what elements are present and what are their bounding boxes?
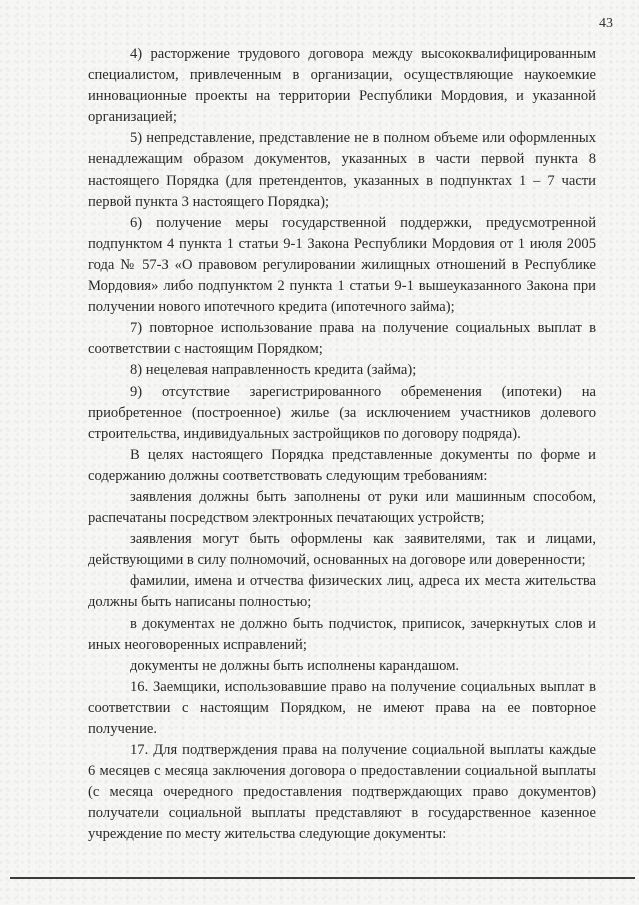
paragraph-item-9: 9) отсутствие зарегистрированного обременения (ипотеки) на приобретенное (построенное) жилье (за исключением участников долевого строительства, индивидуальных застройщиков по договору подряда). — [88, 383, 596, 442]
paragraph-requirement-filled: заявления должны быть заполнены от руки или машинным способом, распечатаны посредством электронных печатающих устройств; — [88, 488, 596, 527]
paragraph-requirement-no-pencil: документы не должны быть исполнены карандашом. — [130, 657, 460, 674]
paragraph-requirement-no-corrections: в документах не должно быть подчисток, приписок, зачеркнутых слов и иных неоговоренных исправлений; — [88, 615, 596, 653]
paragraph-section-17: 17. Для подтверждения права на получение социальной выплаты каждые 6 месяцев с месяца заключения договора о предоставлении социальной выплаты (с месяца очередного предоставления подтверждающих право документов) получатели социальной выплаты представляют в государственное казенное учреждение по месту жительства следующие документы: — [88, 742, 596, 843]
page-number: 43 — [599, 16, 613, 31]
paragraph-item-8: 8) нецелевая направленность кредита (займа); — [130, 362, 417, 379]
paragraph-requirements-intro: В целях настоящего Порядка представленные документы по форме и содержанию должны соответствовать следующим требованиям: — [88, 446, 596, 484]
document-body — [88, 44, 596, 846]
paragraph-item-7: 7) повторное использование права на получение социальных выплат в соответствии с настоящим Порядком; — [88, 320, 596, 358]
paragraph-requirement-authority: заявления могут быть оформлены как заявителями, так и лицами, действующими в силу полномочий, основанных на договоре или доверенности; — [88, 531, 596, 569]
paragraph-item-6: 6) получение меры государственной поддержки, предусмотренной подпунктом 4 пункта 1 статьи 9-1 Закона Республики Мордовия от 1 июля 2005 года № 57-З «О правовом регулировании жилищных отношений в Республике Мордовия» либо подпунктом 2 пункта 1 статьи 9-1 вышеуказанного Закона при получении нового ипотечного кредита (ипотечного займа); — [88, 214, 596, 316]
paragraph-requirement-names: фамилии, имена и отчества физических лиц, адреса их места жительства должны быть написаны полностью; — [88, 573, 596, 611]
paragraph-item-5: 5) непредставление, представление не в полном объеме или оформленных ненадлежащим образом документов, указанных в части первой пункта 8 настоящего Порядка (для претендентов, указанных в подпунктах 1 – 7 части первой пункта 3 настоящего Порядка); — [88, 130, 596, 210]
paragraph-item-4: 4) расторжение трудового договора между высококвалифицированным специалистом, привлеченным в организации, осуществляющие наукоемкие инновационные проекты на территории Республики Мордовия, и указанной организацией; — [88, 46, 596, 126]
bottom-scan-edge — [10, 877, 635, 879]
paragraph-section-16: 16. Заемщики, использовавшие право на получение социальных выплат в соответствии с настоящим Порядком, не имеют права на ее повторное получение. — [88, 678, 596, 737]
